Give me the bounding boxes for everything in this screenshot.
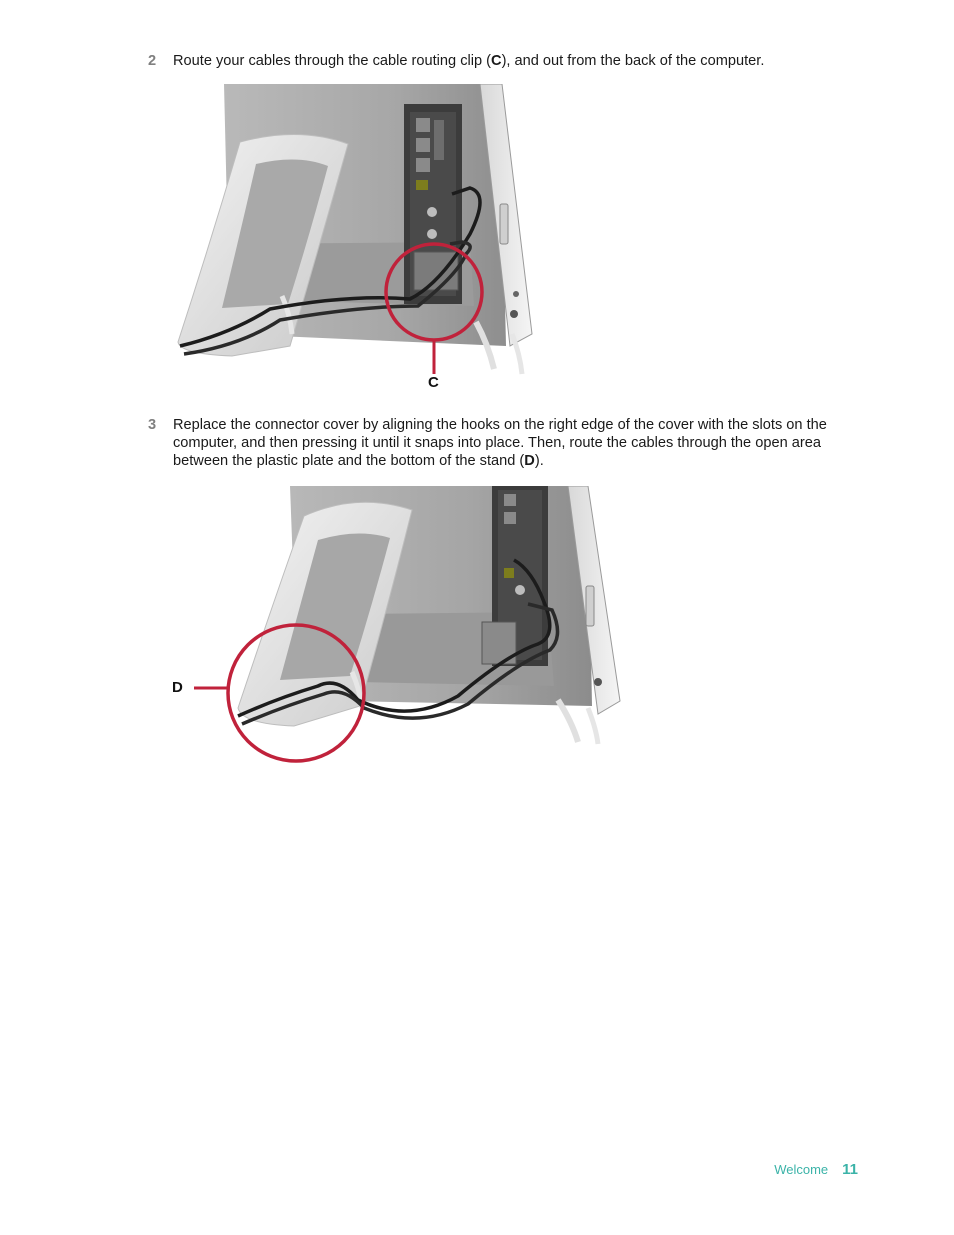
callout-reference: D — [524, 453, 535, 469]
step-number: 3 — [148, 417, 157, 433]
cable-routing-clip-illustration — [170, 84, 540, 394]
step-number: 2 — [148, 53, 157, 69]
callout-label-d: D — [172, 679, 183, 696]
callout-label-c: C — [428, 374, 439, 391]
callout-reference: C — [491, 53, 502, 69]
stand-cable-routing-illustration — [168, 486, 628, 766]
step-text: Replace the connector cover by aligning the hooks on the right edge of the cover with the slots on the computer, and then pressing it until it snaps into place. Then, route the cables through the open area between the plastic plate and the bottom of the stand (D). — [173, 417, 827, 469]
computer-stand-illustration — [168, 486, 628, 766]
step-2 — [148, 52, 868, 70]
computer-back-illustration — [170, 84, 540, 394]
footer-section-title: Welcome — [774, 1162, 829, 1177]
step-3 — [148, 416, 868, 470]
step-text: Route your cables through the cable routing clip (C), and out from the back of the computer. — [173, 53, 765, 69]
page-footer — [774, 1161, 858, 1178]
page-number: 11 — [842, 1161, 858, 1178]
